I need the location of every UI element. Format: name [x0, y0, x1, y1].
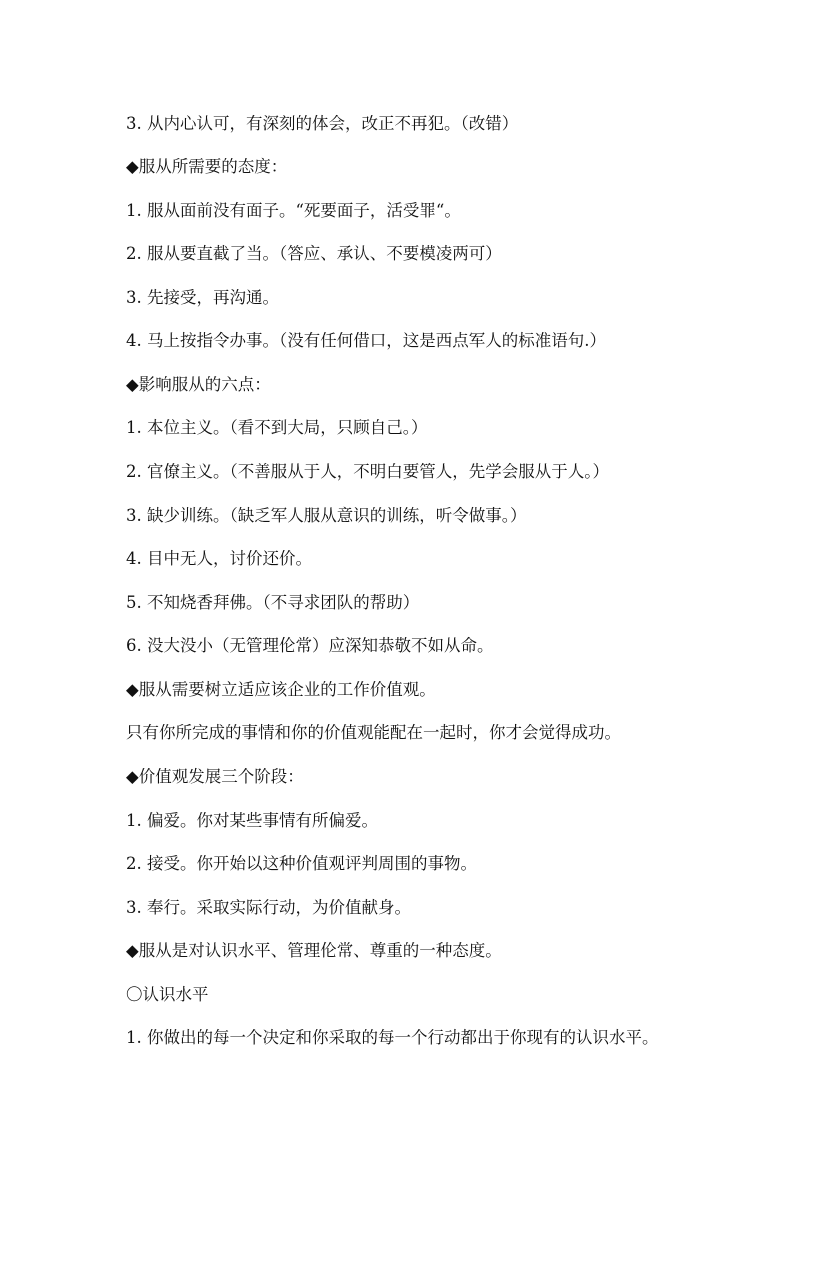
section-heading: ◆影响服从的六点：: [126, 375, 271, 394]
text-line: 4. 马上按指令办事。（没有任何借口，这是西点军人的标准语句.）: [126, 331, 606, 350]
text-line: 5. 不知烧香拜佛。（不寻求团队的帮助）: [126, 593, 420, 612]
text-line: 3. 从内心认可，有深刻的体会，改正不再犯。（改错）: [126, 114, 519, 133]
section-heading: ◆服从是对认识水平、管理伦常、尊重的一种态度。: [126, 941, 502, 960]
text-line: 1. 偏爱。你对某些事情有所偏爱。: [126, 811, 378, 830]
text-line: 1. 你做出的每一个决定和你采取的每一个行动都出于你现有的认识水平。: [126, 1028, 659, 1047]
section-heading: ◆服从所需要的态度：: [126, 157, 288, 176]
text-line: 2. 官僚主义。（不善服从于人，不明白要管人，先学会服从于人。）: [126, 462, 609, 481]
text-line: 3. 先接受，再沟通。: [126, 288, 279, 307]
text-line: 4. 目中无人，讨价还价。: [126, 549, 312, 568]
section-heading: ◆服从需要树立适应该企业的工作价值观。: [126, 680, 436, 699]
text-line: 3. 缺少训练。（缺乏军人服从意识的训练，听令做事。）: [126, 506, 527, 525]
text-line: 1. 服从面前没有面子。“死要面子，活受罪“。: [126, 201, 461, 220]
text-line: 2. 接受。你开始以这种价值观评判周围的事物。: [126, 854, 477, 873]
text-line: 6. 没大没小（无管理伦常）应深知恭敬不如从命。: [126, 636, 494, 655]
subsection-heading: 〇认识水平: [126, 985, 209, 1004]
text-line: 3. 奉行。采取实际行动，为价值献身。: [126, 898, 411, 917]
text-line: 1. 本位主义。（看不到大局，只顾自己。）: [126, 418, 428, 437]
text-line: 2. 服从要直截了当。（答应、承认、不要模凌两可）: [126, 244, 502, 263]
section-heading: ◆价值观发展三个阶段：: [126, 767, 304, 786]
text-line: 只有你所完成的事情和你的价值观能配在一起时，你才会觉得成功。: [126, 723, 621, 742]
